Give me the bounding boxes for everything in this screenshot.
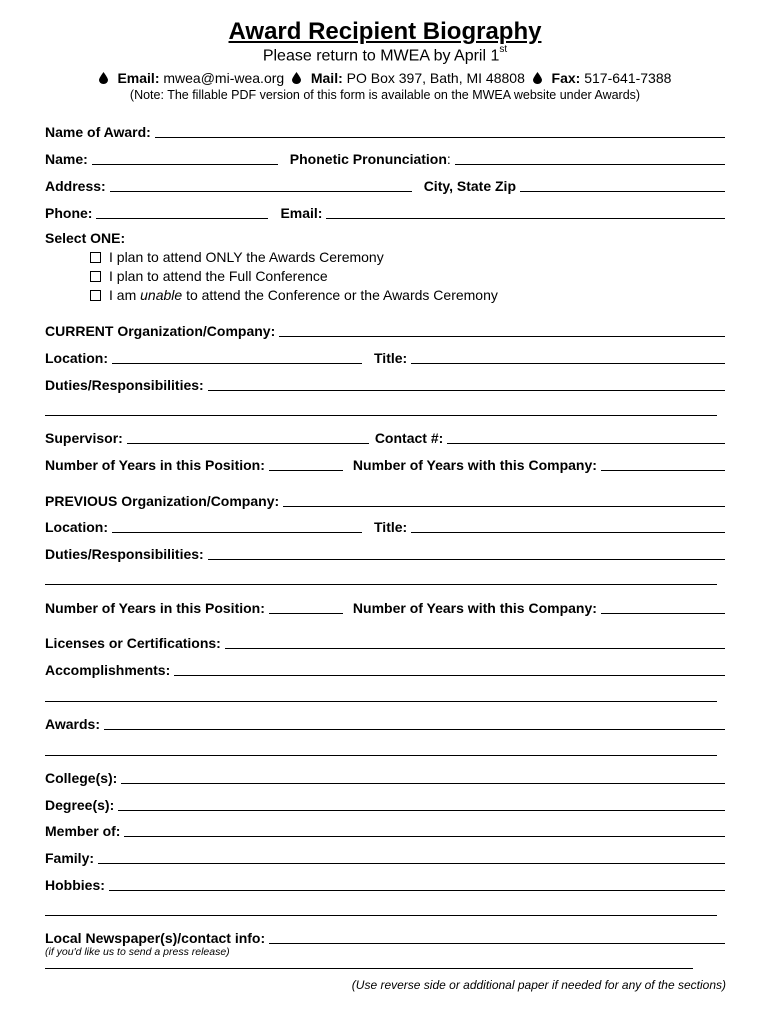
hobbies-row xyxy=(45,873,725,893)
option-ceremony-only-label: I plan to attend ONLY the Awards Ceremony xyxy=(109,249,384,265)
duties-label: Duties/Responsibilities: xyxy=(45,377,204,393)
option-unable-label xyxy=(109,287,498,303)
name-field[interactable] xyxy=(92,151,278,165)
previous-location-row xyxy=(45,515,725,535)
current-org-row xyxy=(45,319,725,339)
years-company-label: Number of Years with this Company: xyxy=(352,600,597,616)
email-field-label: Email: xyxy=(280,205,323,221)
drop-bullet-icon xyxy=(292,72,301,84)
current-location-row xyxy=(45,346,725,366)
phone-row xyxy=(45,201,725,221)
option-unable-text-b: to attend the Conference or the Awards Ceremony xyxy=(186,287,498,303)
email-field[interactable] xyxy=(326,205,725,219)
address-row xyxy=(45,174,725,194)
name-of-award-field[interactable] xyxy=(155,124,725,138)
checkbox[interactable] xyxy=(90,271,101,282)
accomplishments-continuation-line[interactable] xyxy=(45,701,717,702)
accomplishments-row xyxy=(45,658,725,678)
newspaper-label: Local Newspaper(s)/contact info: xyxy=(45,930,266,946)
colleges-row xyxy=(45,766,725,786)
option-unable-text-a: I am xyxy=(109,287,137,303)
licenses-row xyxy=(45,631,725,651)
contact-number-field[interactable] xyxy=(447,430,725,444)
hobbies-field[interactable] xyxy=(109,877,725,891)
previous-org-row xyxy=(45,489,725,509)
location-label: Location: xyxy=(45,350,108,366)
phonetic-field[interactable] xyxy=(455,151,725,165)
name-of-award-label: Name of Award: xyxy=(45,124,151,140)
years-position-label: Number of Years in this Position: xyxy=(45,457,265,473)
current-duties-row xyxy=(45,373,725,393)
supervisor-label: Supervisor: xyxy=(45,430,123,446)
supervisor-row xyxy=(45,426,725,446)
name-label: Name: xyxy=(45,151,88,167)
fax-label: Fax: xyxy=(551,70,581,86)
mail-value: PO Box 397, Bath, MI 48808 xyxy=(346,70,525,86)
drop-bullet-icon xyxy=(533,72,542,84)
hobbies-label: Hobbies: xyxy=(45,877,105,893)
ordinal-suffix: st xyxy=(499,44,508,55)
fax-value: 517-641-7388 xyxy=(584,70,672,86)
previous-duties-field[interactable] xyxy=(208,546,725,560)
select-one-row xyxy=(45,226,725,246)
degrees-label: Degree(s): xyxy=(45,797,115,813)
email-value[interactable]: mwea@mi-wea.org xyxy=(163,70,285,86)
current-title-field[interactable] xyxy=(411,350,725,364)
licenses-label: Licenses or Certifications: xyxy=(45,635,221,651)
option-full-conference[interactable] xyxy=(90,268,328,284)
previous-org-field[interactable] xyxy=(283,493,725,507)
city-state-zip-field[interactable] xyxy=(520,178,725,192)
current-duties-continuation-line[interactable] xyxy=(45,415,717,416)
address-label: Address: xyxy=(45,178,106,194)
current-location-field[interactable] xyxy=(112,350,362,364)
option-unable-emphasis: unable xyxy=(140,287,183,303)
previous-years-row xyxy=(45,596,725,616)
member-of-field[interactable] xyxy=(124,823,725,837)
newspaper-continuation-line[interactable] xyxy=(45,968,693,969)
member-of-label: Member of: xyxy=(45,823,121,839)
previous-years-position-field[interactable] xyxy=(269,600,343,614)
supervisor-field[interactable] xyxy=(127,430,369,444)
name-of-award-row xyxy=(45,120,725,140)
accomplishments-field[interactable] xyxy=(174,662,725,676)
current-duties-field[interactable] xyxy=(208,377,725,391)
option-unable-attend[interactable] xyxy=(90,287,498,303)
newspaper-field[interactable] xyxy=(269,930,725,944)
previous-location-field[interactable] xyxy=(112,519,362,533)
accomplishments-label: Accomplishments: xyxy=(45,662,171,678)
address-field[interactable] xyxy=(110,178,412,192)
mail-label: Mail: xyxy=(310,70,343,86)
phonetic-label: Phonetic Pronunciation xyxy=(289,151,447,167)
newspaper-row xyxy=(45,926,725,946)
family-field[interactable] xyxy=(98,850,725,864)
family-label: Family: xyxy=(45,850,95,866)
current-org-field[interactable] xyxy=(279,323,725,337)
degrees-row xyxy=(45,793,725,813)
degrees-field[interactable] xyxy=(118,797,725,811)
return-instructions xyxy=(0,46,770,65)
location-label: Location: xyxy=(45,519,108,535)
contact-line xyxy=(0,70,770,86)
phone-field[interactable] xyxy=(96,205,268,219)
form-title: Award Recipient Biography xyxy=(228,18,542,45)
return-text: Please return to MWEA by April 1 xyxy=(262,47,500,65)
awards-field[interactable] xyxy=(104,716,725,730)
checkbox[interactable] xyxy=(90,252,101,263)
name-row xyxy=(45,147,725,167)
current-years-row xyxy=(45,453,725,473)
years-company-label: Number of Years with this Company: xyxy=(352,457,597,473)
hobbies-continuation-line[interactable] xyxy=(45,915,717,916)
drop-bullet-icon xyxy=(99,72,108,84)
previous-duties-continuation-line[interactable] xyxy=(45,584,717,585)
email-label: Email: xyxy=(117,70,160,86)
title-label: Title: xyxy=(374,519,408,535)
member-of-row xyxy=(45,819,725,839)
option-full-conference-label: I plan to attend the Full Conference xyxy=(109,268,328,284)
previous-years-company-field[interactable] xyxy=(601,600,725,614)
select-one-label: Select ONE: xyxy=(45,230,126,246)
city-state-zip-label: City, State Zip xyxy=(423,178,516,194)
phone-label: Phone: xyxy=(45,205,93,221)
previous-org-label: PREVIOUS Organization/Company: xyxy=(45,493,280,509)
current-years-company-field[interactable] xyxy=(601,457,725,471)
phonetic-colon: : xyxy=(446,151,451,167)
colleges-label: College(s): xyxy=(45,770,118,786)
pdf-note: (Note: The fillable PDF version of this form is available on the MWEA website under Awards) xyxy=(129,88,641,102)
licenses-field[interactable] xyxy=(225,635,725,649)
contact-number-label: Contact #: xyxy=(374,430,444,446)
footer-note: (Use reverse side or additional paper if needed for any of the sections) xyxy=(351,978,726,992)
years-position-label: Number of Years in this Position: xyxy=(45,600,265,616)
checkbox[interactable] xyxy=(90,290,101,301)
title-label: Title: xyxy=(374,350,408,366)
colleges-field[interactable] xyxy=(121,770,725,784)
duties-label: Duties/Responsibilities: xyxy=(45,546,204,562)
previous-title-field[interactable] xyxy=(411,519,725,533)
previous-duties-row xyxy=(45,542,725,562)
option-ceremony-only[interactable] xyxy=(90,249,384,265)
awards-continuation-line[interactable] xyxy=(45,755,717,756)
current-years-position-field[interactable] xyxy=(269,457,343,471)
family-row xyxy=(45,846,725,866)
press-release-hint: (if you'd like us to send a press release) xyxy=(45,946,230,958)
awards-row xyxy=(45,712,725,732)
awards-label: Awards: xyxy=(45,716,100,732)
current-org-label: CURRENT Organization/Company: xyxy=(45,323,276,339)
